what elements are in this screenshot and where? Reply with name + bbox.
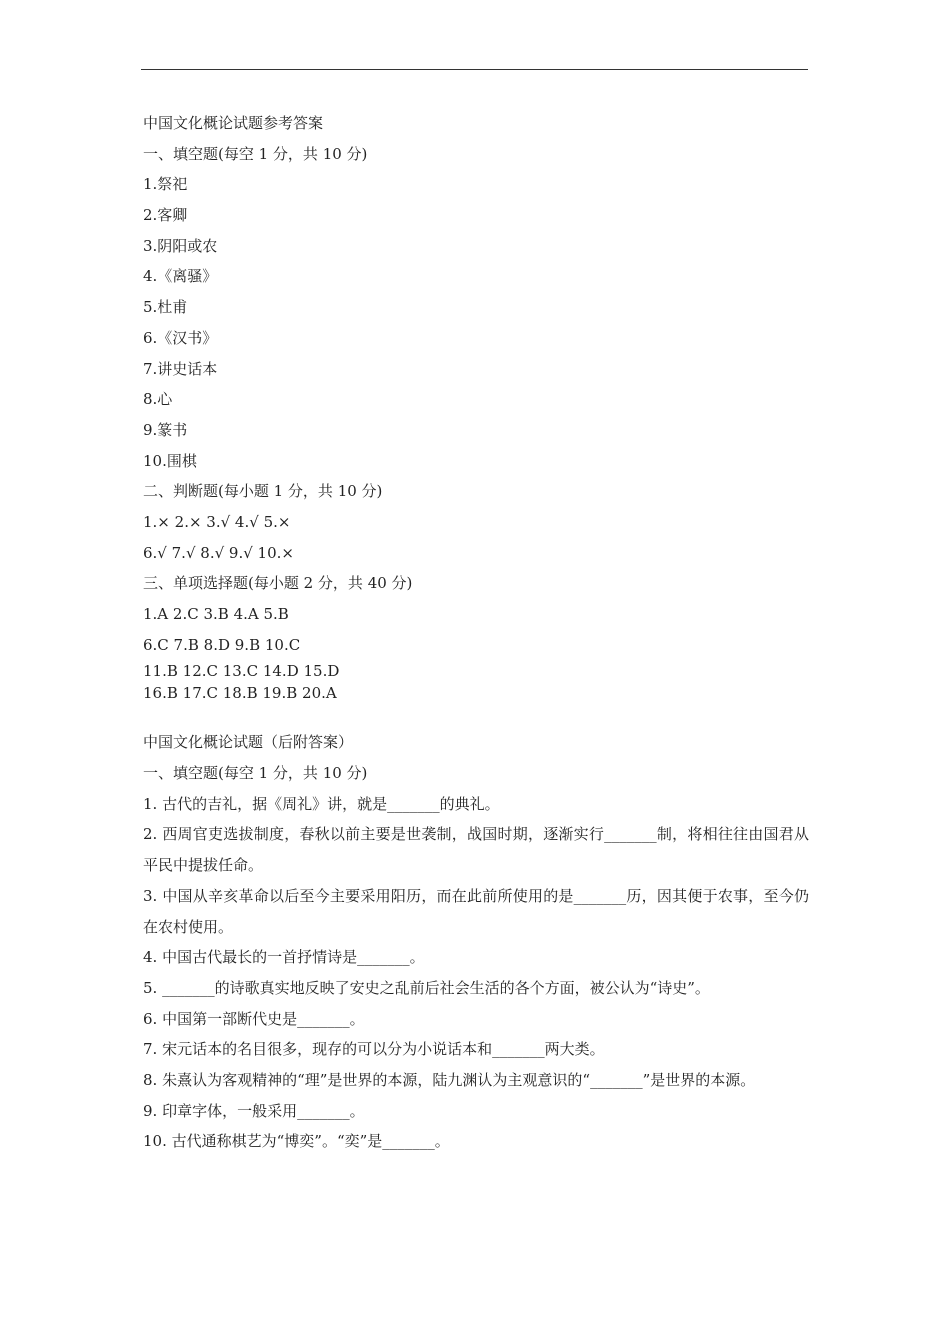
question: 8. 朱熹认为客观精神的“理”是世界的本源，陆九渊认为主观意识的“_______”是世界的本源。 [143, 1071, 756, 1090]
fill-answer: 9.篆书 [143, 420, 188, 439]
question: 5. _______的诗歌真实地反映了安史之乱前后社会生活的各个方面，被公认为“诗史”。 [143, 978, 710, 997]
question: 7. 宋元话本的名目很多，现存的可以分为小说话本和_______两大类。 [143, 1040, 605, 1059]
fill-answer: 10.围棋 [143, 451, 197, 470]
choice-answer-line: 6.C 7.B 8.D 9.B 10.C [143, 635, 301, 654]
answers-title: 中国文化概论试题参考答案 [143, 114, 324, 132]
fill-answer: 3.阴阳或农 [143, 236, 218, 255]
answers-section3-heading: 三、单项选择题(每小题 2 分，共 40 分) [143, 574, 413, 593]
judge-answer-line: 6.√ 7.√ 8.√ 9.√ 10.× [143, 543, 294, 562]
question: 6. 中国第一部断代史是_______。 [143, 1009, 365, 1028]
fill-answer: 8.心 [143, 390, 173, 409]
fill-answer: 1.祭祀 [143, 175, 188, 194]
answers-section2-heading: 二、判断题(每小题 1 分，共 10 分) [143, 482, 383, 501]
exam-title: 中国文化概论试题（后附答案） [143, 733, 354, 752]
header-rule [141, 69, 808, 70]
fill-answer: 2.客卿 [143, 206, 188, 225]
choice-answer-line: 16.B 17.C 18.B 19.B 20.A [143, 684, 337, 703]
answers-section1-heading: 一、填空题(每空 1 分，共 10 分) [143, 144, 368, 163]
question: 3. 中国从辛亥革命以后至今主要采用阳历，而在此前所使用的是_______历，因其便于农事，至今仍在农村使用。 [143, 886, 809, 936]
exam-section1-heading: 一、填空题(每空 1 分，共 10 分) [143, 764, 368, 783]
question: 9. 印章字体，一般采用_______。 [143, 1101, 365, 1120]
choice-answer-line: 1.A 2.C 3.B 4.A 5.B [143, 605, 289, 623]
fill-answer: 4.《离骚》 [143, 267, 218, 286]
choice-answer-line: 11.B 12.C 13.C 14.D 15.D [143, 662, 340, 681]
question: 1. 古代的吉礼，据《周礼》讲，就是_______的典礼。 [143, 794, 500, 813]
judge-answer-line: 1.× 2.× 3.√ 4.√ 5.× [143, 512, 291, 531]
document-body [143, 108, 809, 1157]
fill-answer: 5.杜甫 [143, 298, 188, 317]
question: 10. 古代通称棋艺为“博奕”。“奕”是_______。 [143, 1132, 450, 1151]
question: 4. 中国古代最长的一首抒情诗是_______。 [143, 948, 425, 967]
section-gap [143, 704, 809, 727]
fill-answer: 7.讲史话本 [143, 359, 218, 378]
question: 2. 西周官吏选拔制度，春秋以前主要是世袭制，战国时期，逐渐实行_______制，将相往往由国君从平民中提拔任命。 [143, 825, 809, 875]
fill-answer: 6.《汉书》 [143, 328, 218, 347]
